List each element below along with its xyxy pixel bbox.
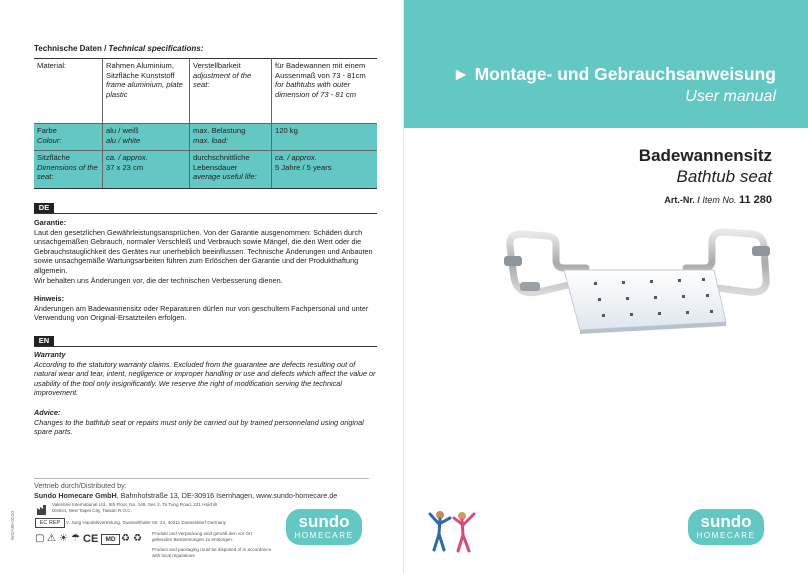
- lang-divider-en: [34, 346, 377, 347]
- product-name-de: Badewannensitz: [638, 146, 772, 165]
- spec-row-material: Material: Rahmen Aluminium, Sitzfläche Kunststoff frame aluminium, plate plastic Verstellbarkeit adjustment of the seat: für Badewannen mit einem Aussenmaß von 73 - 81cm for bathtubs with outer dimension of 73 - 81 cm: [34, 59, 377, 124]
- article-number: Art.-Nr. / Item No. 11 280: [664, 194, 772, 206]
- instructions-icon: ▢: [35, 533, 45, 544]
- lang-divider-de: [34, 213, 377, 214]
- bathtub-seat-image: [490, 222, 780, 344]
- spec-row-dimensions: Sitzfläche Dimensions of the seat: ca. / approx. 37 x 23 cm durchschnittliche Lebensdauer average useful life: ca. / approx. 5 Jahre / 5 years: [34, 151, 377, 189]
- ce-mark-icon: CE: [83, 533, 99, 545]
- distributor-address: Sundo Homecare GmbH, Bahnhofstraße 13, DE-30916 Isernhagen, www.sundo-homecare.de: [34, 491, 338, 500]
- umbrella-icon: ☂: [71, 533, 80, 544]
- cover-title-de: ► Montage- und Gebrauchsanweisung: [452, 64, 776, 84]
- sun-icon: ☀: [59, 533, 68, 544]
- distributed-by: Vertrieb durch/Distributed by:: [34, 481, 127, 490]
- sundo-logo: sundo HOMECARE: [286, 509, 362, 545]
- cover-title-en: User manual: [685, 88, 776, 105]
- en-warranty: Warranty According to the statutory warranty claims. Excluded from the guarantee are defects resulting out of natural wear and tear, intent, negligence or improper handling or use and defects which affect the value or usability of the tool only insignificantly. We reserve the right of modification serving the technical improvement.: [34, 350, 376, 398]
- cover-page: [404, 0, 808, 573]
- ec-rep-address: V. Jung Handelsvertretung, Duesselthaler Str. 24, 40211 Duesseldorf Germany: [66, 520, 227, 525]
- warning-icon: ⚠: [47, 533, 56, 544]
- disposal-en: Product and packaging must be disposed of in accordance with local regulations: [152, 547, 272, 558]
- footer-divider: [34, 478, 369, 479]
- cover-banner: [404, 0, 808, 128]
- people-illustration: [428, 506, 478, 554]
- lang-tag-en: EN: [34, 336, 54, 346]
- spec-row-colour: Farbe Colour: alu / weiß alu / white max. Belastung max. load: 120 kg: [34, 124, 377, 151]
- disposal-de: Produkt und Verpackung sind gemäß den vor Ort geltenden Bestimmungen zu entsorgen.: [152, 531, 252, 542]
- de-hinweis: Hinweis: Änderungen am Badewannensitz oder Reparaturen dürfen nur von geschultem Fachpersonal und unter Verwendung von Original-Ersatzteilen erfolgen.: [34, 294, 369, 323]
- disposal-icon: ♻: [133, 533, 142, 544]
- de-garantie: Garantie: Laut den gesetzlichen Gewährleistungsansprüchen. Von der Garantie ausgenommen: Schäden durch unsachgemäßen Gebrauch, normaler Verschleiß und Verbrauch sowie Mängel, die den Wert oder die Gebrauchstauglichkeit des Gerätes nur unerheblich beeinflussen. Technische Änderungen und Anbauten sowie unsachgemäße Wartungsarbeiten führen zum Erlöschen der Garantie und der Produkthaftung allgemein. Wir behalten uns Änderungen vor, die der technischen Verbesserung dienen.: [34, 218, 373, 285]
- recycle-icon: ♻: [121, 533, 130, 544]
- spec-heading: Technische Daten / Technical specifications:: [34, 44, 204, 53]
- manufacturer-icon: [36, 503, 49, 515]
- spec-table: [34, 58, 377, 189]
- ec-rep-box: EC REP: [35, 518, 65, 528]
- manufacturer-address: Valentine International Ltd., 8th Floor, No. 149, Sec 2, Ta Tung Road, 221 Hsichih District, New Taipei City, Taiwan R.O.C.: [52, 502, 218, 513]
- sundo-logo-cover: sundo HOMECARE: [688, 509, 764, 545]
- product-name-en: Bathtub seat: [676, 167, 772, 186]
- lang-tag-de: DE: [34, 203, 54, 213]
- en-advice: Advice: Changes to the bathtub seat or repairs must only be carried out by trained personneland using original spare parts.: [34, 408, 364, 437]
- md-icon: MD: [101, 534, 120, 545]
- doc-code: WGA85-0220: [11, 510, 16, 540]
